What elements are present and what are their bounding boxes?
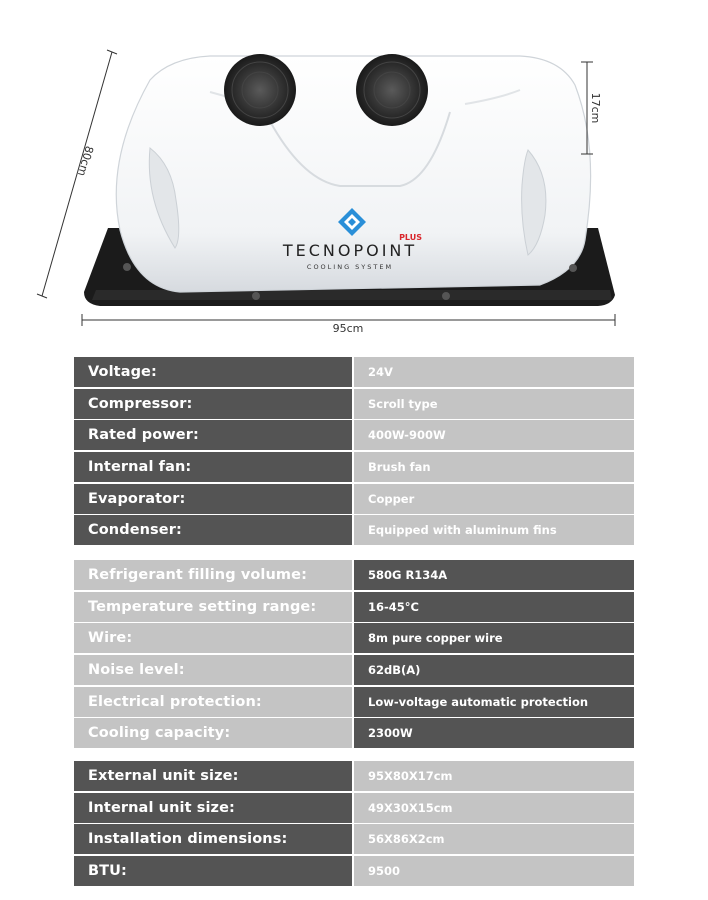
- brand-badge: PLUS: [399, 233, 422, 242]
- spec-value: Scroll type: [354, 389, 634, 419]
- spec-label: Internal unit size:: [74, 793, 352, 823]
- depth-dimension: 80cm: [74, 144, 96, 178]
- product-image: [0, 0, 708, 345]
- spec-value: 24V: [354, 357, 634, 387]
- spec-row: [74, 793, 634, 823]
- height-dimension: 17cm: [589, 92, 602, 124]
- spec-row: [74, 484, 634, 514]
- ac-unit-illustration: [0, 0, 708, 345]
- spec-row: [74, 592, 634, 622]
- spec-label: Installation dimensions:: [74, 824, 352, 854]
- spec-label: BTU:: [74, 856, 352, 886]
- spec-label: Temperature setting range:: [74, 592, 352, 622]
- width-dimension: 95cm: [332, 322, 364, 335]
- spec-value: 8m pure copper wire: [354, 623, 634, 653]
- spec-value: 400W-900W: [354, 420, 634, 450]
- spec-label: Evaporator:: [74, 484, 352, 514]
- brand-tagline: COOLING SYSTEM: [306, 263, 394, 271]
- spec-label: Rated power:: [74, 420, 352, 450]
- spec-label: Compressor:: [74, 389, 352, 419]
- spec-row: [74, 560, 634, 590]
- spec-value: 49X30X15cm: [354, 793, 634, 823]
- spec-label: Condenser:: [74, 515, 352, 545]
- spec-label: Noise level:: [74, 655, 352, 685]
- spec-row: [74, 515, 634, 545]
- spec-value: 62dB(A): [354, 655, 634, 685]
- spec-value: 95X80X17cm: [354, 761, 634, 791]
- spec-label: Wire:: [74, 623, 352, 653]
- spec-value: Copper: [354, 484, 634, 514]
- spec-row: [74, 389, 634, 419]
- spec-label: Voltage:: [74, 357, 352, 387]
- spec-label: Refrigerant filling volume:: [74, 560, 352, 590]
- spec-label: Electrical protection:: [74, 687, 352, 717]
- spec-row: [74, 824, 634, 854]
- spec-label: External unit size:: [74, 761, 352, 791]
- spec-row: [74, 452, 634, 482]
- spec-value: Brush fan: [354, 452, 634, 482]
- spec-row: [74, 718, 634, 748]
- spec-row: [74, 420, 634, 450]
- spec-value: Equipped with aluminum fins: [354, 515, 634, 545]
- spec-label: Cooling capacity:: [74, 718, 352, 748]
- spec-value: 9500: [354, 856, 634, 886]
- spec-table-electrical: [74, 357, 634, 545]
- spec-value: 580G R134A: [354, 560, 634, 590]
- spec-value: 56X86X2cm: [354, 824, 634, 854]
- spec-row: [74, 761, 634, 791]
- spec-row: [74, 856, 634, 886]
- fan-left: [224, 54, 296, 126]
- spec-value: 2300W: [354, 718, 634, 748]
- spec-value: Low-voltage automatic protection: [354, 687, 634, 717]
- fan-right: [356, 54, 428, 126]
- spec-row: [74, 623, 634, 653]
- spec-row: [74, 655, 634, 685]
- spec-value: 16-45°C: [354, 592, 634, 622]
- spec-label: Internal fan:: [74, 452, 352, 482]
- spec-row: [74, 687, 634, 717]
- spec-table-dimensions: [74, 761, 634, 886]
- spec-table-performance: [74, 560, 634, 748]
- brand-name: TECNOPOINT: [282, 241, 418, 260]
- spec-row: [74, 357, 634, 387]
